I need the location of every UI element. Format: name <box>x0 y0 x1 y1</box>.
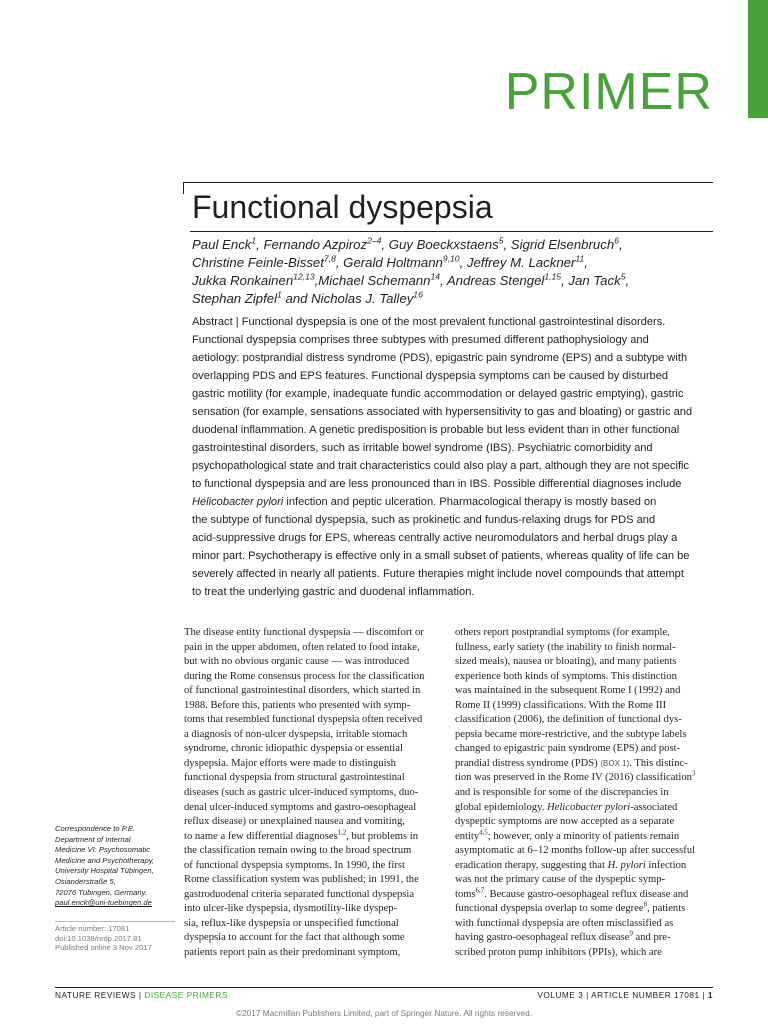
body-line: eradication therapy, suggesting that H. pylori infection <box>455 859 687 871</box>
body-line: of functional gastrointestinal disorders, which started in <box>184 685 421 697</box>
title-corner-tick <box>183 182 184 194</box>
abstract-line: Functional dyspepsia comprises three subtypes with presumed different pathophysiology and <box>192 334 649 346</box>
sidebar-divider <box>55 921 175 922</box>
body-line: but with no obvious organic cause — was introduced <box>184 656 410 668</box>
published-date: Published online 3 Nov 2017 <box>55 943 152 953</box>
body-line: was maintained in the subsequent Rome I (1992) and <box>455 685 681 697</box>
correspondence-email-link[interactable]: paul.enck@uni-tuebingen.de <box>55 898 152 908</box>
abstract-line: Abstract | Functional dyspepsia is one of the most prevalent functional gastrointestinal disorders. <box>192 316 666 328</box>
correspondence-line: Osianderstraße 5, <box>55 876 116 886</box>
correspondence-line: Medicine and Psychotherapy, <box>55 855 155 865</box>
article-number: Article number: 17081 <box>55 924 130 933</box>
body-line: Rome II (1999) classifications. With the Rome III <box>455 699 667 711</box>
body-line: 1988. Before this, patients who presented with symp- <box>184 699 411 711</box>
abstract-line: minor part. Psychotherapy is effective only in a small subset of patients, whereas quality of life can be <box>192 550 690 562</box>
abstract-line: overlapping PDS and EPS features. Functional dyspepsia symptoms can be caused by disturbed <box>192 370 669 382</box>
body-line: changed to epigastric pain syndrome (EPS) and post- <box>455 743 681 755</box>
copyright-notice: ©2017 Macmillan Publishers Limited, part of Springer Nature. All rights reserved. <box>235 1008 533 1018</box>
body-line: scribed proton pump inhibitors (PPIs), which are <box>455 947 662 959</box>
abstract-line: psychopathological state and trait characteristics could also play a part, although they are not specific <box>192 460 690 472</box>
author-list <box>192 236 712 308</box>
body-line: The disease entity functional dyspepsia — discomfort or <box>184 627 424 638</box>
footer-journal: NATURE REVIEWS | DISEASE PRIMERS <box>55 990 228 1000</box>
footer-volume: VOLUME 3 | ARTICLE NUMBER 17081 | 1 <box>537 990 713 1000</box>
body-line: sia, reflux-like dyspepsia or unspecified functional <box>184 917 399 929</box>
body-line: functional dyspepsia from structural gastrointestinal <box>184 772 405 784</box>
footer-rule <box>55 987 713 988</box>
body-line: the classification remain owing to the broad spectrum <box>184 845 412 857</box>
page-number: 1 <box>707 990 713 1000</box>
doi-link[interactable]: doi:10.1038/nrdp.2017.81 <box>55 933 142 943</box>
body-line: a diagnosis of non-ulcer dyspepsia, irritable stomach <box>184 728 408 740</box>
abstract-line: to functional dyspepsia and are less pronounced than in IBS. Possible differential diagnoses include <box>192 478 682 490</box>
body-line: prandial distress syndrome (PDS) (BOX 1). This distinc- <box>455 757 688 769</box>
body-line: Rome classification system was published; in 1991, the <box>184 874 419 886</box>
abstract-line: duodenal inflammation. A genetic predisposition is probable but less evident than in other functional <box>192 424 680 436</box>
body-line: having gastro-oesophageal reflux disease$^9$ and pre- <box>455 930 671 944</box>
article-title: Functional dyspepsia <box>192 189 493 225</box>
author-line: Christine Feinle-Bisset$^{7,8}$, Gerald Holtmann$^{9,10}$, Jeffrey M. Lackner$^{11}$, <box>192 253 588 270</box>
correspondence-line: University Hospital Tübingen, <box>55 866 154 876</box>
body-line: diseases (such as gastric ulcer-induced symptoms, duo- <box>184 787 419 799</box>
box-reference-link[interactable]: (BOX 1) <box>600 758 630 768</box>
abstract-line: sensation (for example, sensations associated with hypersensitivity to gas and bloating) or gastric and <box>192 406 693 418</box>
correspondence-line: 72076 Tübingen, Germany. <box>55 887 147 897</box>
body-line: dyspeptic symptoms are now accepted as a separate <box>455 816 675 828</box>
section-label: PRIMER <box>504 63 713 121</box>
body-line: patients report pain as their predominant symptom, <box>184 947 401 959</box>
correspondence-line: Department of Internal <box>55 834 131 844</box>
abstract-line: acid-suppressive drugs for EPS, whereas centrally active neuromodulators and herbal drugs play a <box>192 532 678 544</box>
body-line: toms that resembled functional dyspepsia often received <box>184 714 423 726</box>
abstract <box>192 313 714 601</box>
body-line: entity$^{4,5}$; however, only a minority of patients remain <box>455 829 680 842</box>
author-line: Jukka Ronkainen$^{12,13}$,Michael Schemann$^{14}$, Andreas Stengel$^{1,15}$, Jan Tack$^5$, <box>192 271 630 288</box>
author-line: Stephan Zipfel$^1$ and Nicholas J. Talley$^{16}$ <box>192 289 423 306</box>
body-line: to name a few differential diagnoses$^{1,2}$, but problems in <box>184 829 419 842</box>
body-line: sized meals), nausea or bloating), and many patients <box>455 656 677 668</box>
body-column-left <box>184 626 442 961</box>
abstract-line: aetiology: postprandial distress syndrome (PDS), epigastric pain syndrome (EPS) and a subtype with <box>192 352 688 364</box>
abstract-line: Helicobacter pylori infection and peptic ulceration. Pharmacological therapy is mostly based on <box>192 496 657 508</box>
body-line: was not the primary cause of the dyspeptic symp- <box>455 874 666 886</box>
body-line: asymptomatic at 6–12 months follow-up after successful <box>455 845 696 857</box>
body-line: and is responsible for some of the discrepancies in <box>455 787 669 799</box>
body-line: others report postprandial symptoms (for example, <box>455 627 670 638</box>
article-info <box>55 924 152 953</box>
correspondence-note <box>55 824 175 909</box>
abstract-line: gastric motility (for example, inadequate fundic accommodation or delayed gastric emptying), gastric <box>192 388 684 400</box>
body-line: functional dyspepsia overlap to some degree$^8$, patients <box>455 901 686 915</box>
title-bottom-rule <box>190 231 713 232</box>
body-line: reflux disease) or unexplained nausea and vomiting, <box>184 816 405 828</box>
body-line: pepsia became more-restrictive, and the subtype labels <box>455 728 687 740</box>
body-line: fullness, early satiety (the inability to finish normal- <box>455 641 676 653</box>
body-line: toms$^{6,7}$. Because gastro-oesophageal reflux disease and <box>455 887 689 900</box>
body-line: pain in the upper abdomen, often related to food intake, <box>184 641 420 653</box>
body-line: tion was preserved in the Rome IV (2016) classification$^3$ <box>455 770 696 784</box>
body-line: during the Rome consensus process for the classification <box>184 670 425 682</box>
correspondence-line: Correspondence to P.E. <box>55 824 136 833</box>
author-line: Paul Enck$^1$, Fernando Azpiroz$^{2-4}$, Guy Boeckxstaens$^5$, Sigrid Elsenbruch$^6$, <box>192 235 623 252</box>
body-line: with functional dyspepsia are often misclassified as <box>455 917 674 929</box>
abstract-line: the subtype of functional dyspepsia, such as prokinetic and fundus-relaxing drugs for PDS and <box>192 514 656 526</box>
section-color-bar <box>748 0 768 118</box>
correspondence-line: Medicine VI: Psychosomatic <box>55 845 150 855</box>
body-line: of functional dyspepsia symptoms. In 1990, the first <box>184 859 405 871</box>
abstract-line: to treat the underlying gastric and duodenal inflammation. <box>192 586 475 598</box>
body-line: dyspepsia to account for the fact that although some <box>184 932 405 944</box>
body-line: denal ulcer-induced symptoms and gastro-oesophageal <box>184 801 417 813</box>
body-line: into ulcer-like dyspepsia, dysmotility-like dyspep- <box>184 903 398 915</box>
body-line: syndrome, chronic idiopathic dyspepsia or essential <box>184 743 403 755</box>
abstract-line: gastrointestinal disorders, such as irritable bowel syndrome (IBS). Psychiatric comorbidity and <box>192 442 653 454</box>
body-column-right <box>455 626 713 961</box>
body-line: gastroduodenal criteria separated functional dyspepsia <box>184 888 415 900</box>
body-line: classification (2006), the definition of functional dys- <box>455 714 682 726</box>
body-line: experience both kinds of symptoms. This distinction <box>455 670 677 682</box>
body-line: global epidemiology. Helicobacter pylori-associated <box>455 801 678 813</box>
body-line: dyspepsia. Major efforts were made to distinguish <box>184 757 396 769</box>
title-top-rule <box>183 182 713 183</box>
abstract-line: severely affected in nearly all patients. Future therapies might include novel compounds that attempt <box>192 568 684 580</box>
